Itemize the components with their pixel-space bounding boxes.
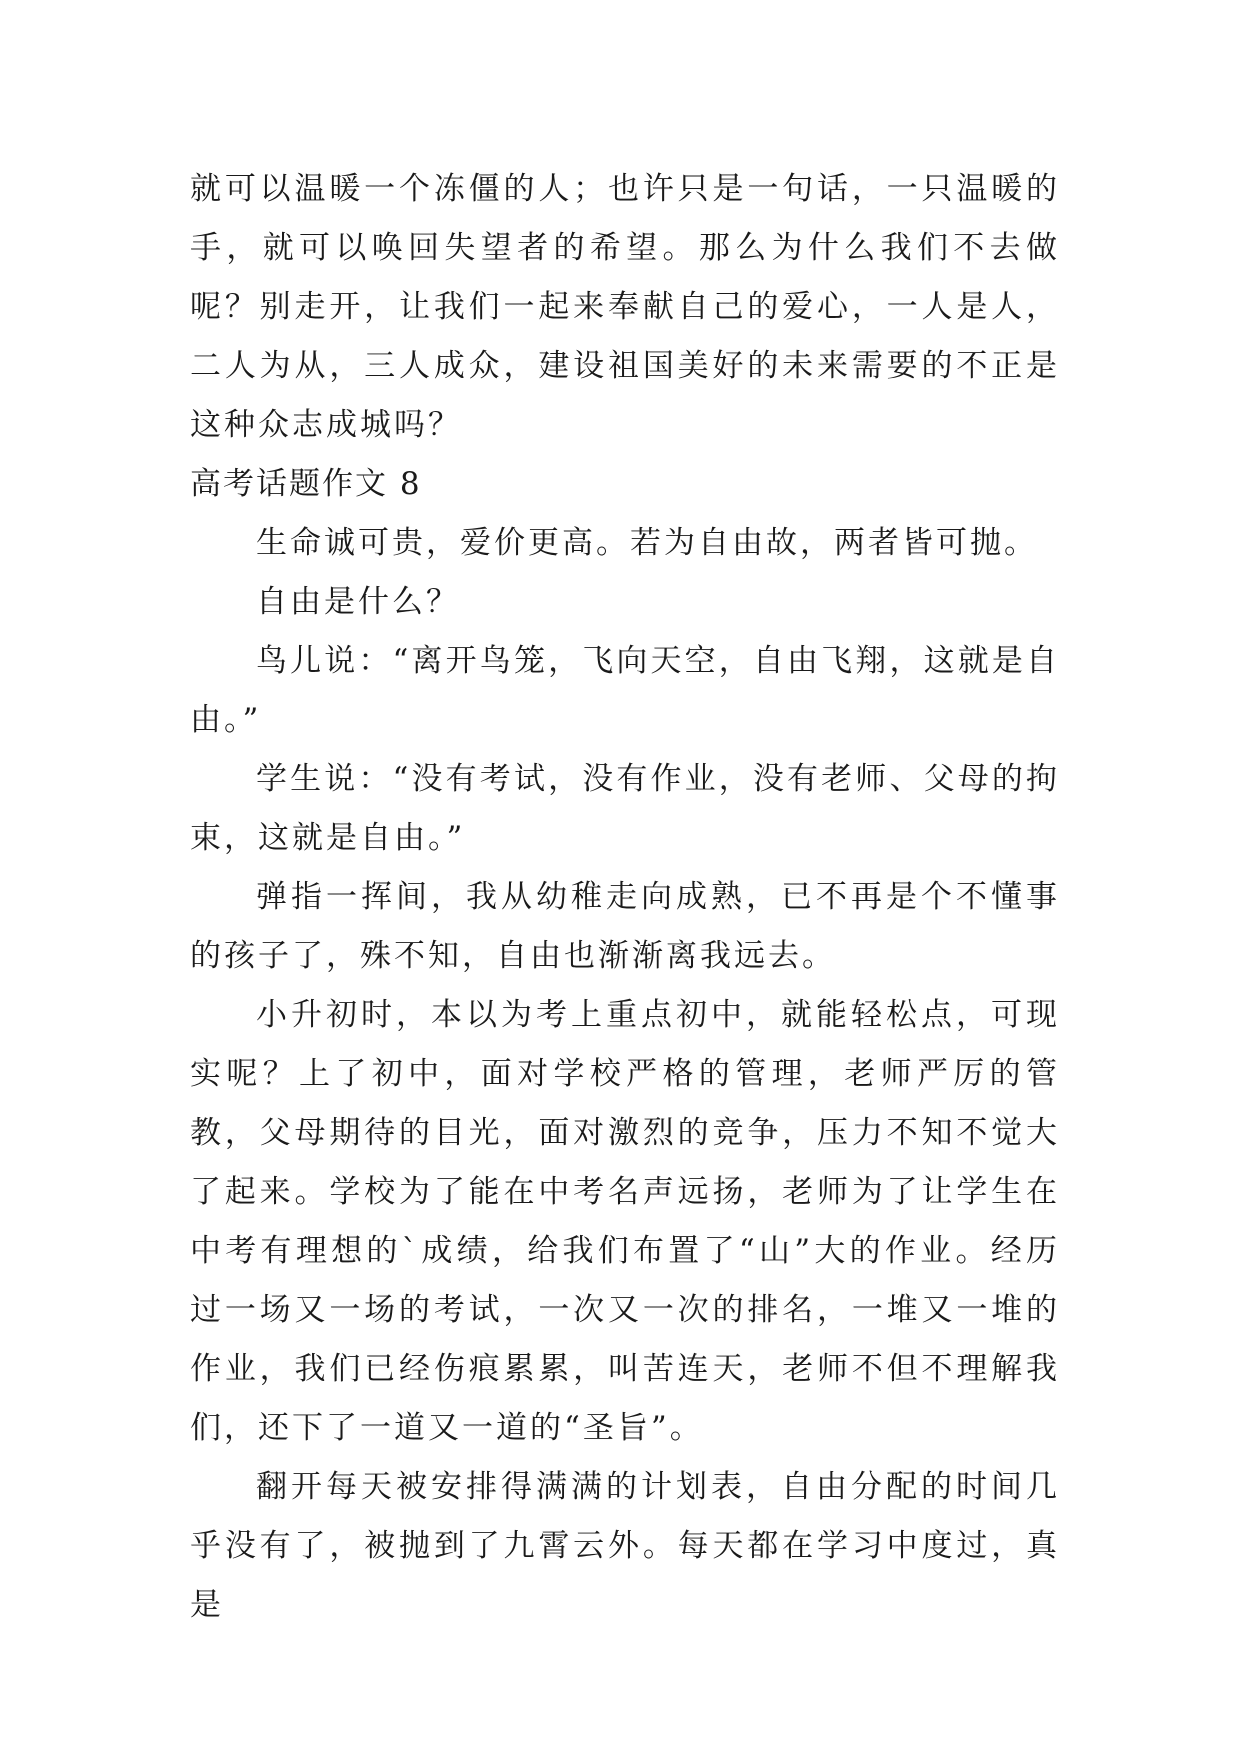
paragraph: 弹指一挥间，我从幼稚走向成熟，已不再是个不懂事的孩子了，殊不知，自由也渐渐离我远去。 — [190, 879, 1060, 974]
paragraph: 生命诚可贵，爱价更高。若为自由故，两者皆可抛。 — [256, 525, 1038, 561]
paragraph: 自由是什么？ — [256, 584, 460, 620]
section-heading: 高考话题作文 8 — [190, 466, 422, 502]
paragraph: 小升初时，本以为考上重点初中，就能轻松点，可现实呢？上了初中，面对学校严格的管理，老师严厉的管教，父母期待的目光，面对激烈的竞争，压力不知不觉大了起来。学校为了能在中考名声远扬，老师为了让学生在中考有理想的`成绩，给我们布置了“山”大的作业。经历过一场又一场的考试，一次又一次的排名，一堆又一堆的作业，我们已经伤痕累累，叫苦连天，老师不但不理解我们，还下了一道又一道的“圣旨”。 — [190, 997, 1060, 1446]
document-body — [190, 160, 1060, 1635]
paragraph: 鸟儿说：“离开鸟笼，飞向天空，自由飞翔，这就是自由。” — [190, 643, 1060, 738]
paragraph: 就可以温暖一个冻僵的人；也许只是一句话，一只温暖的手，就可以唤回失望者的希望。那么为什么我们不去做呢？别走开，让我们一起来奉献自己的爱心，一人是人，二人为从，三人成众，建设祖国美好的未来需要的不正是这种众志成城吗？ — [190, 171, 1060, 443]
paragraph: 学生说：“没有考试，没有作业，没有老师、父母的拘束，这就是自由。” — [190, 761, 1060, 856]
paragraph: 翻开每天被安排得满满的计划表，自由分配的时间几乎没有了，被抛到了九霄云外。每天都在学习中度过，真是 — [190, 1469, 1060, 1623]
